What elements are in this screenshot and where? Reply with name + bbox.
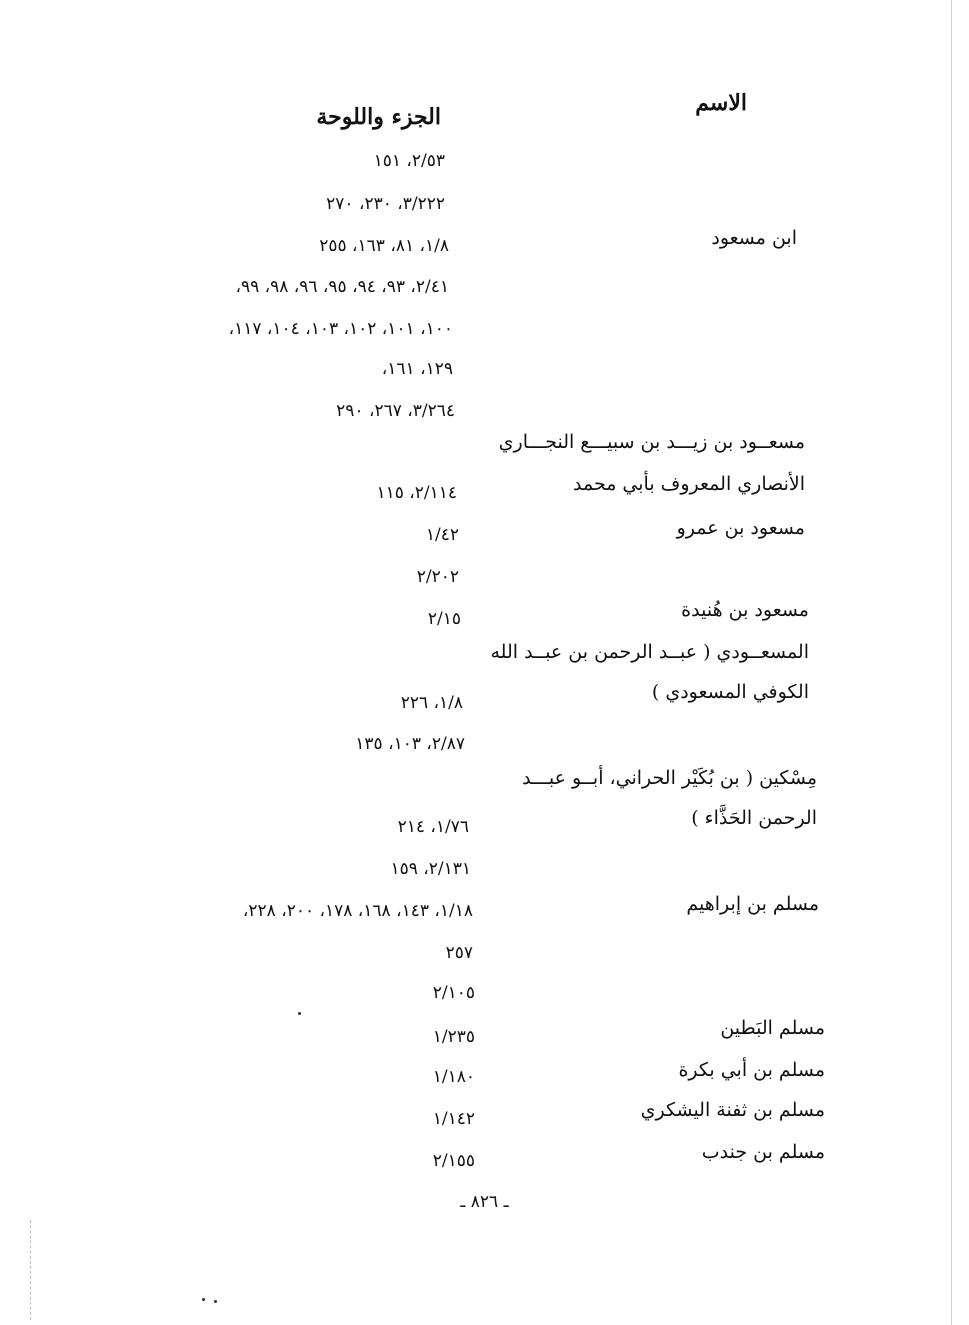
index-ref: ١/١٤٢ <box>432 1109 475 1129</box>
index-name: المسعــودي ( عبــد الرحمن بن عبــد الله <box>490 641 809 663</box>
index-ref: ٢/٥٣، ١٥١ <box>373 151 445 171</box>
index-name: الكوفي المسعودي ) <box>651 681 809 703</box>
index-name: مسلم بن أبي بكرة <box>678 1059 825 1081</box>
index-ref: ٢٥٧ <box>445 943 473 963</box>
index-name: مسلم بن جندب <box>701 1141 825 1163</box>
index-name: مِسْكين ( بن بُكَيْر الحراني، أبــو عبـــد <box>522 767 817 789</box>
index-name: مسلم البَطين <box>720 1017 825 1039</box>
index-ref: ١/٤٢ <box>425 525 459 545</box>
index-name: مسعــود بن زيـــد بن سبيـــع النجـــاري <box>498 431 805 453</box>
index-name: مسعود بن هُنيدة <box>681 599 809 621</box>
index-ref: ٢/٢٠٢ <box>416 567 459 587</box>
index-ref: ٢/٤١، ٩٣، ٩٤، ٩٥، ٩٦، ٩٨، ٩٩، <box>235 277 449 297</box>
index-ref: ١/٢٣٥ <box>432 1027 475 1047</box>
index-ref: ٣/٢٢٢، ٢٣٠، ٢٧٠ <box>326 194 445 214</box>
index-ref: ١/٧٦، ٢١٤ <box>397 817 469 837</box>
page-number: ـ ٨٢٦ ـ <box>460 1192 509 1212</box>
index-name: مسلم بن إبراهيم <box>686 893 819 915</box>
index-ref: ٣/٢٦٤، ٢٦٧، ٢٩٠ <box>336 401 455 421</box>
index-ref: ١٢٩، ١٦١، <box>381 359 453 379</box>
index-ref: ١/١٨٠ <box>432 1067 475 1087</box>
scan-speck <box>214 1300 217 1303</box>
index-name: الرحمن الحَذَّاء ) <box>691 807 817 829</box>
index-ref: ١/٨، ٨١، ١٦٣، ٢٥٥ <box>319 236 449 256</box>
scan-speck <box>202 1298 205 1301</box>
column-header-ref: الجزء واللوحة <box>316 104 441 130</box>
index-ref: ٢/١٠٥ <box>432 983 475 1003</box>
index-ref: ١٠٠، ١٠١، ١٠٢، ١٠٣، ١٠٤، ١١٧، <box>228 319 453 339</box>
scan-edge-left <box>30 1220 32 1320</box>
index-ref: ٢/١٣١، ١٥٩ <box>390 859 471 879</box>
index-name: مسعود بن عمرو <box>676 517 805 539</box>
index-ref: ١/١٨، ١٤٣، ١٦٨، ١٧٨، ٢٠٠، ٢٢٨، <box>242 901 473 921</box>
index-ref: ٢/١١٤، ١١٥ <box>376 483 457 503</box>
scan-edge-right <box>951 0 952 1325</box>
index-ref: ٢/١٥٥ <box>432 1151 475 1171</box>
index-ref: ١/٨، ٢٢٦ <box>400 693 463 713</box>
index-ref: ٢/١٥ <box>427 609 461 629</box>
index-name: الأنصاري المعروف بأبي محمد <box>572 473 805 495</box>
scan-speck <box>298 1012 301 1015</box>
index-name: مسلم بن ثفنة اليشكري <box>640 1099 825 1121</box>
index-ref: ٢/٨٧، ١٠٣، ١٣٥ <box>355 734 465 754</box>
column-header-name: الاسم <box>695 90 747 116</box>
index-name: ابن مسعود <box>711 227 797 249</box>
